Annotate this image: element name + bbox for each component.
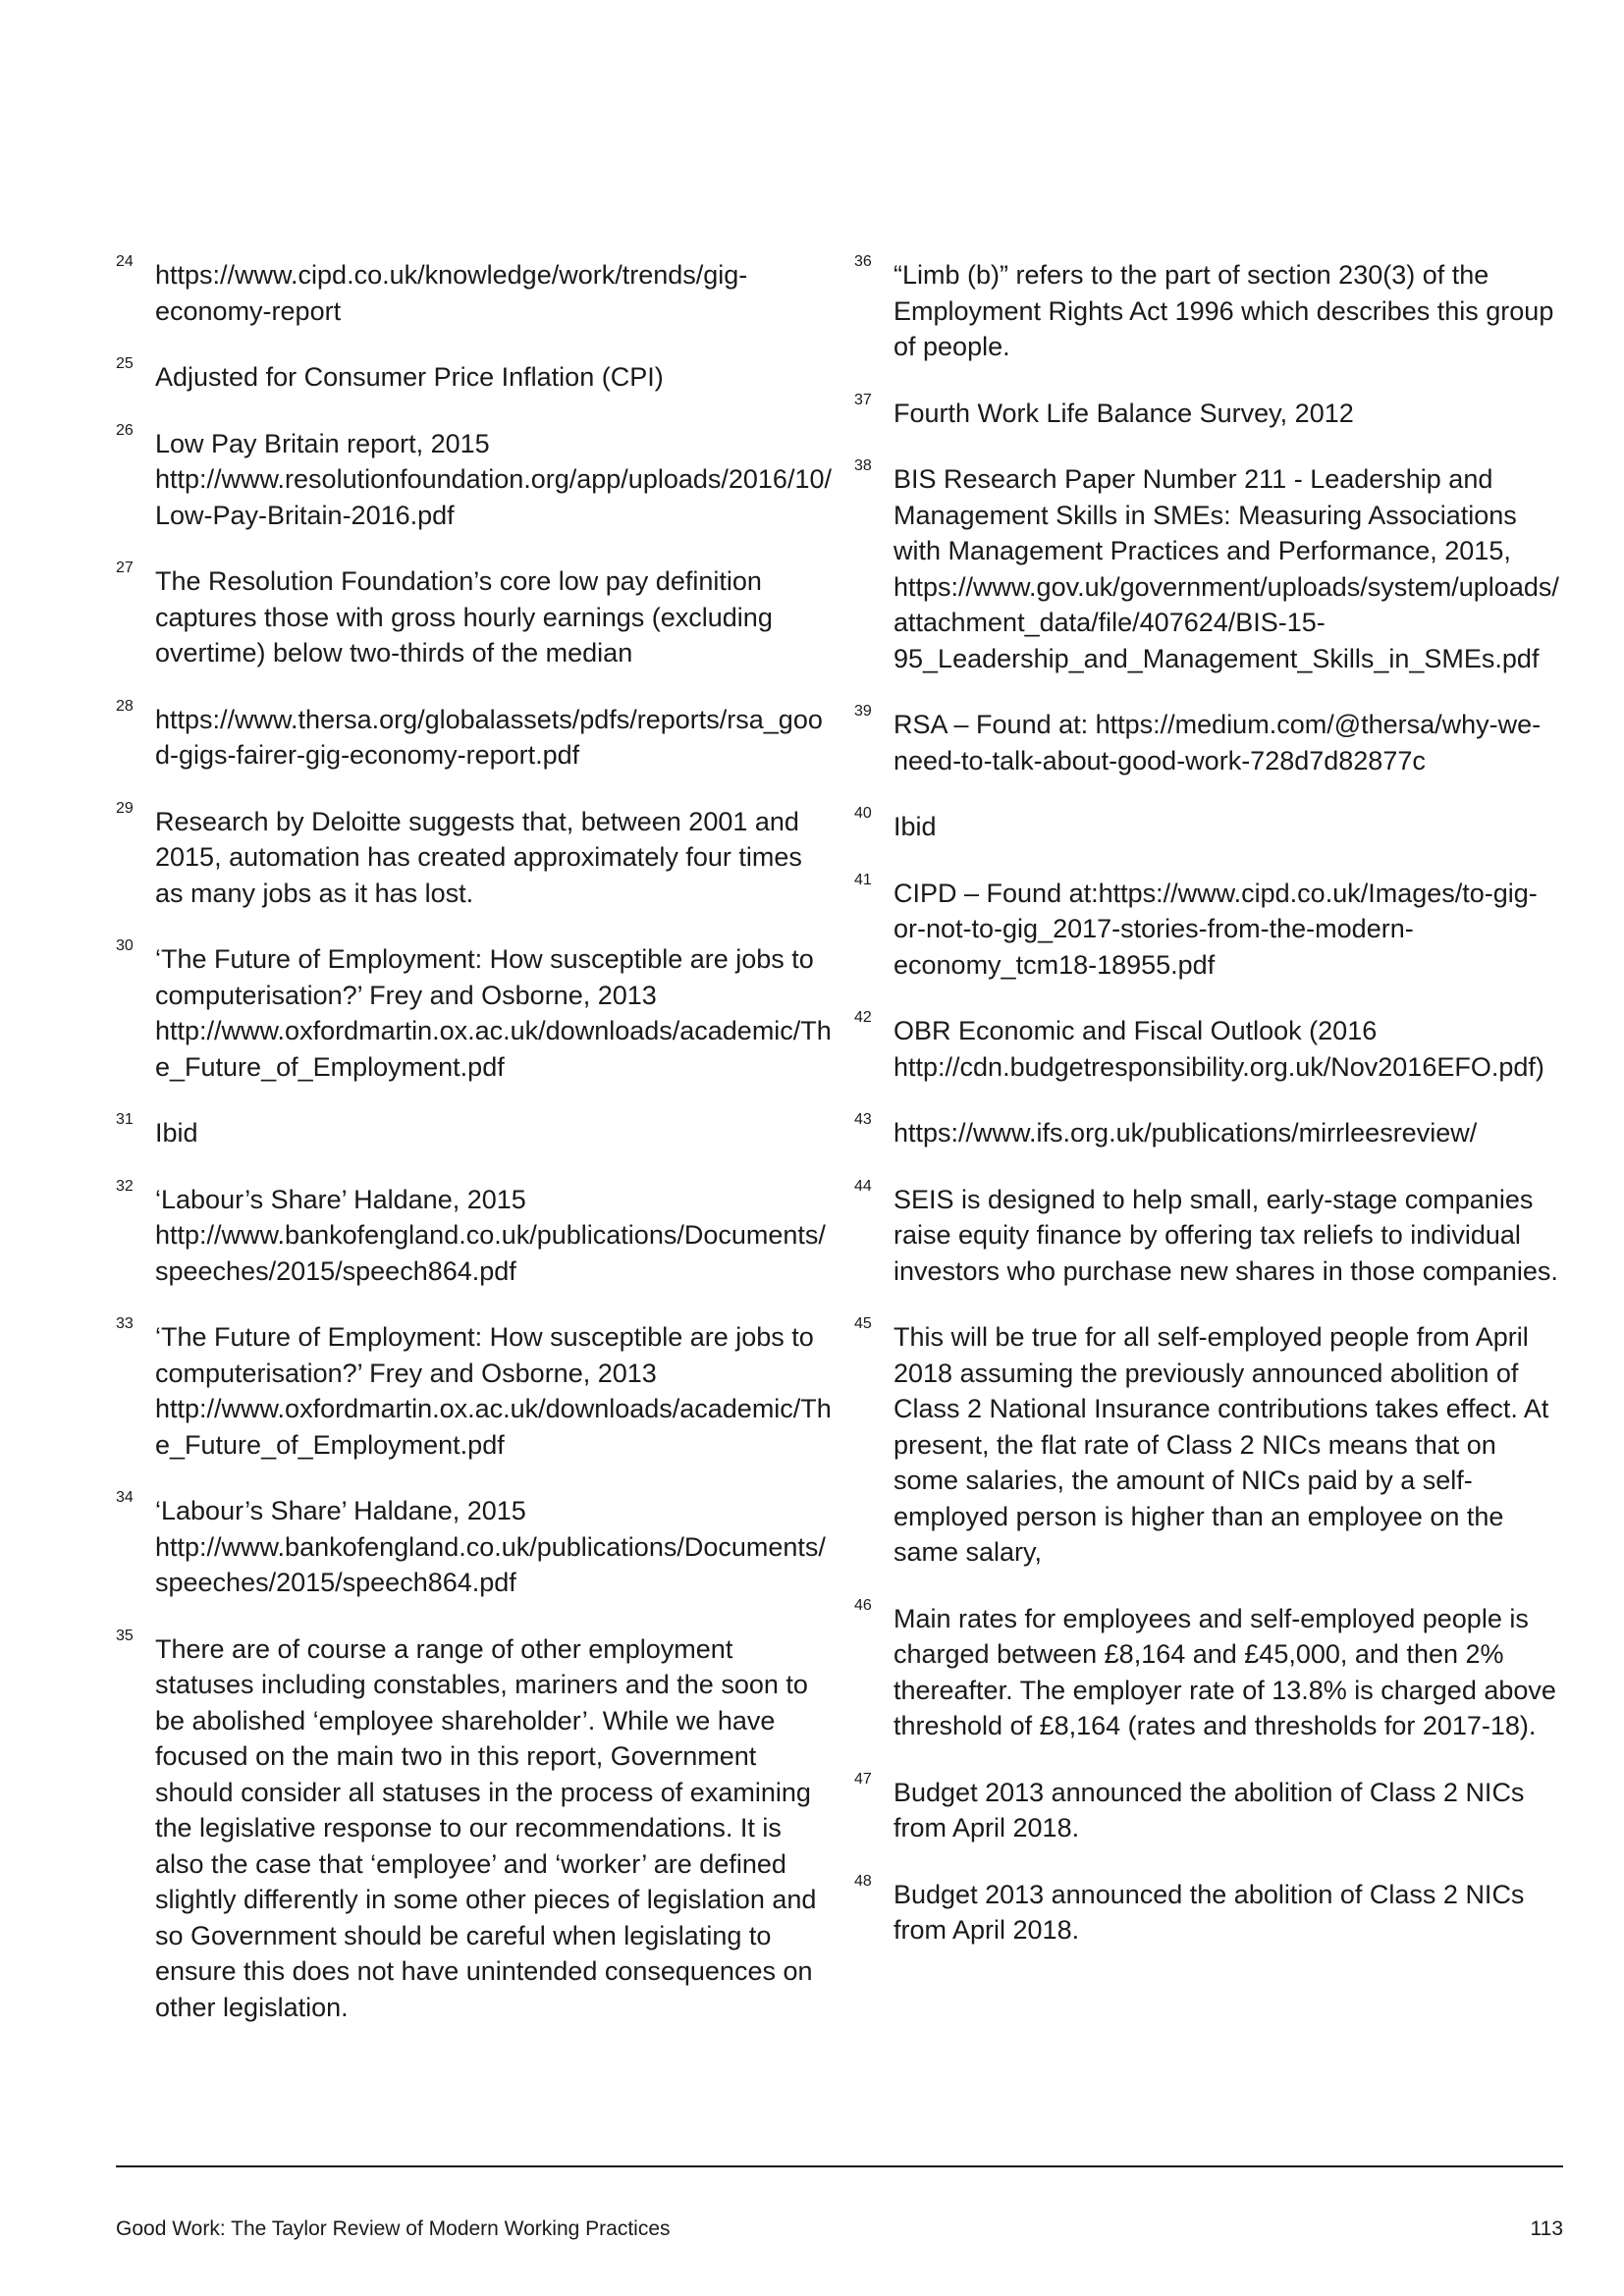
footnote-text: Ibid [155,1118,198,1148]
footnote-text[interactable]: RSA – Found at: https://medium.com/@thersa/why-we-need-to-talk-about-good-work-728d7d82877c [893,710,1542,775]
footnote-33 [116,1315,833,1463]
footnote-31 [116,1111,833,1151]
footnote-number: 47 [854,1770,872,1788]
footer-divider [116,2165,1563,2167]
footnote-42 [854,1009,1561,1085]
footnote-number: 38 [854,457,872,474]
footnote-number: 35 [116,1627,134,1644]
footnote-text[interactable]: https://www.ifs.org.uk/publications/mirrleesreview/ [893,1118,1478,1148]
footnote-47 [854,1770,1561,1846]
footnote-36 [854,253,1561,365]
footnote-text[interactable]: Low Pay Britain report, 2015 http://www.resolutionfoundation.org/app/uploads/2016/10/Low-Pay-Britain-2016.pdf [155,428,832,530]
footnote-number: 46 [854,1596,872,1614]
footnote-text: The Resolution Foundation’s core low pay definition captures those with gross hourly earnings (excluding overtime) below two-thirds of the median [155,566,773,667]
footnote-text: Main rates for employees and self-employed people is charged between £8,164 and £45,000, and then 2% thereafter. The employer rate of 13.8% is charged above threshold of £8,164 (rates and thresholds for 2017-18). [893,1603,1556,1740]
footnote-45 [854,1315,1561,1571]
footnote-number: 30 [116,937,134,954]
footnote-26 [116,421,833,534]
footnote-30 [116,937,833,1085]
footnote-46 [854,1596,1561,1744]
footnote-text[interactable]: ‘Labour’s Share’ Haldane, 2015 http://www.bankofengland.co.uk/publications/Documents/speeches/2015/speech864.pdf [155,1496,826,1597]
footnote-44 [854,1177,1561,1290]
footnote-35 [116,1627,833,2026]
footnote-text: Adjusted for Consumer Price Inflation (CPI) [155,362,664,392]
page-number: 113 [1530,2217,1563,2240]
footnote-number: 42 [854,1009,872,1026]
footnote-text[interactable]: ‘Labour’s Share’ Haldane, 2015 http://www.bankofengland.co.uk/publications/Documents/speeches/2015/speech864.pdf [155,1184,826,1286]
footnote-number: 45 [854,1315,872,1332]
footnote-38 [854,457,1561,676]
footnote-number: 40 [854,805,872,822]
footnote-number: 29 [116,799,134,817]
footnote-27 [116,560,833,671]
footnote-number: 48 [854,1872,872,1890]
footnote-34 [116,1489,833,1601]
footnote-text: Fourth Work Life Balance Survey, 2012 [893,398,1354,428]
footnote-text[interactable]: https://www.thersa.org/globalassets/pdfs/reports/rsa_good-gigs-fairer-gig-economy-report.pdf [155,704,823,770]
footnote-number: 43 [854,1111,872,1128]
footnote-number: 33 [116,1315,134,1332]
footnote-43 [854,1111,1561,1151]
footnote-text: There are of course a range of other employment statuses including constables, mariners and the soon to be abolished ‘employee shareholder’. While we have focused on the main two in this report, Government should consider all statuses in the process of examining the legislative response to our recommendations. It is also the case that ‘employee’ and ‘worker’ are defined slightly differently in some other pieces of legislation and so Government should be careful when legislating to ensure this does not have unintended consequences on other legislation. [155,1633,817,2022]
footnote-number: 34 [116,1489,134,1506]
footnote-number: 44 [854,1177,872,1195]
footnote-39 [854,703,1561,778]
footnote-37 [854,391,1561,432]
footnote-48 [854,1872,1561,1949]
footnote-number: 25 [116,355,134,372]
footnote-text[interactable]: OBR Economic and Fiscal Outlook (2016 http://cdn.budgetresponsibility.org.uk/Nov2016EFO.pdf) [893,1016,1544,1082]
left-notes-column [116,253,833,2056]
footnote-text: Research by Deloitte suggests that, between 2001 and 2015, automation has created approximately four times as many jobs as it has lost. [155,806,802,908]
footnote-number: 31 [116,1111,134,1128]
footnote-29 [116,799,833,912]
footnote-number: 39 [854,703,872,720]
footnote-number: 41 [854,871,872,888]
right-notes-column [854,253,1561,1979]
footnote-text: SEIS is designed to help small, early-stage companies raise equity finance by offering tax reliefs to individual investors who purchase new shares in those companies. [893,1184,1558,1286]
footnote-text[interactable]: ‘The Future of Employment: How susceptible are jobs to computerisation?’ Frey and Osborne, 2013 http://www.oxfordmartin.ox.ac.uk/downloads/academic/The_Future_of_Employment.pdf [155,944,832,1082]
footnote-text[interactable]: ‘The Future of Employment: How susceptible are jobs to computerisation?’ Frey and Osborne, 2013 http://www.oxfordmartin.ox.ac.uk/downloads/academic/The_Future_of_Employment.pdf [155,1322,832,1460]
footnote-24 [116,253,833,329]
footnote-40 [854,805,1561,845]
footnote-text: This will be true for all self-employed people from April 2018 assuming the previously announced abolition of Class 2 National Insurance contributions takes effect. At present, the flat rate of Class 2 NICs means that on some salaries, the amount of NICs paid by a self-employed person is higher than an employee on the same salary, [893,1322,1549,1567]
footnote-text[interactable]: CIPD – Found at:https://www.cipd.co.uk/Images/to-gig-or-not-to-gig_2017-stories-from-the-modern-economy_tcm18-18955.pdf [893,878,1538,980]
footnote-text[interactable]: https://www.cipd.co.uk/knowledge/work/trends/gig-economy-report [155,260,748,326]
footer-title: Good Work: The Taylor Review of Modern Working Practices [116,2217,671,2240]
footnote-28 [116,697,833,774]
footnote-32 [116,1177,833,1290]
footnote-text: Ibid [893,812,937,841]
footnote-number: 36 [854,253,872,270]
footnote-41 [854,871,1561,984]
footnote-number: 26 [116,421,134,439]
footnote-number: 32 [116,1177,134,1195]
footnote-text: “Limb (b)” refers to the part of section 230(3) of the Employment Rights Act 1996 which describes this group of people. [893,260,1554,361]
footnote-number: 28 [116,697,134,715]
footnote-text[interactable]: BIS Research Paper Number 211 - Leadership and Management Skills in SMEs: Measuring Associations with Management Practices and Performance, 2015, https://www.gov.uk/government/uploads/system/uploads/attachment_data/file/407624/BIS-15-95_Leadership_and_Management_Skills_in_SMEs.pdf [893,464,1559,673]
footnote-number: 37 [854,391,872,408]
footnote-text: Budget 2013 announced the abolition of Class 2 NICs from April 2018. [893,1879,1525,1945]
footnote-text: Budget 2013 announced the abolition of Class 2 NICs from April 2018. [893,1777,1525,1842]
footnote-25 [116,355,833,396]
footnote-number: 27 [116,560,134,576]
footnote-number: 24 [116,253,134,270]
